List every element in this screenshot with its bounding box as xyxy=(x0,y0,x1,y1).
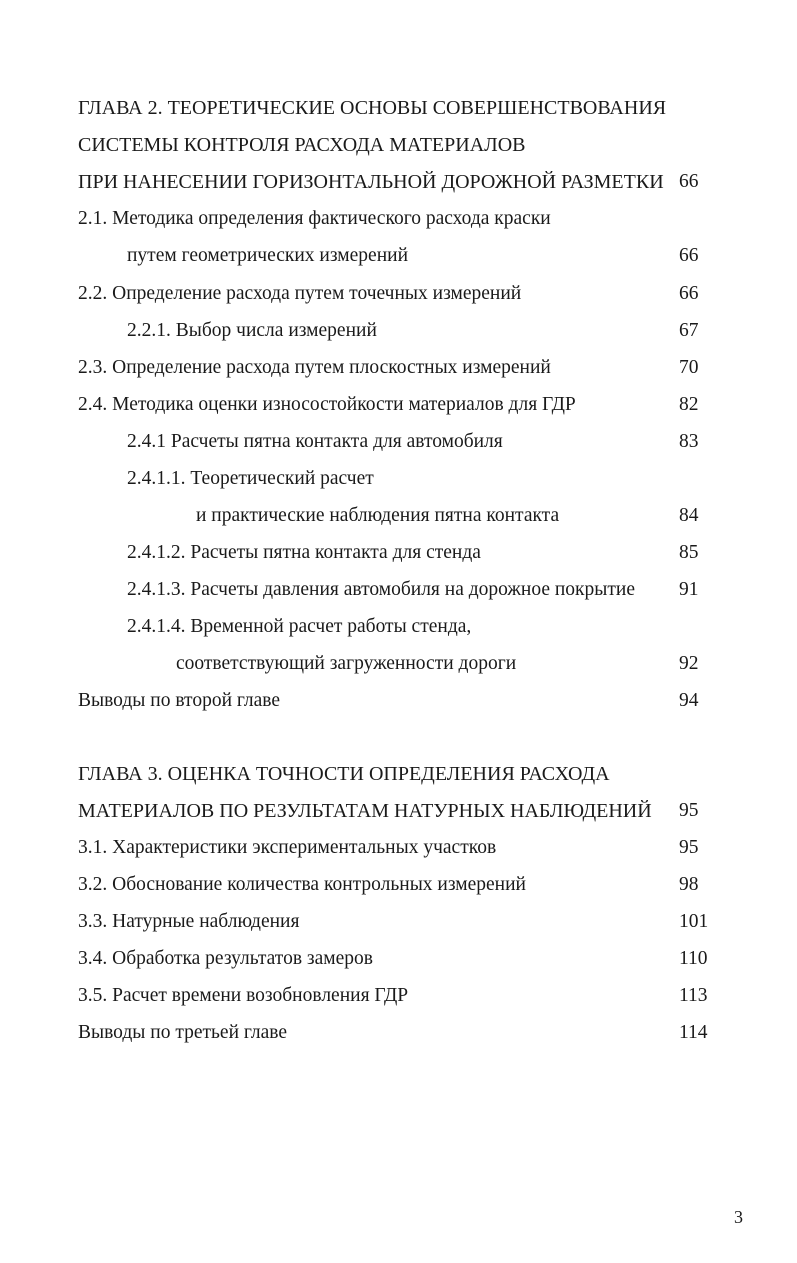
toc-entry-page: 70 xyxy=(679,357,699,378)
toc-entry-page: 95 xyxy=(679,837,699,858)
toc-entry-page: 66 xyxy=(679,245,699,266)
toc-entry-page: 82 xyxy=(679,394,699,415)
toc-entry-2-4-1-4-cont: соответствующий загруженности дороги xyxy=(176,653,517,674)
toc-entry-page: 114 xyxy=(679,1022,708,1043)
toc-entry-2-4: 2.4. Методика оценки износостойкости материалов для ГДР xyxy=(78,394,576,415)
chapter3-title-line2: МАТЕРИАЛОВ ПО РЕЗУЛЬТАТАМ НАТУРНЫХ НАБЛЮДЕНИЙ xyxy=(78,800,652,822)
toc-entry-2-1-cont: путем геометрических измерений xyxy=(127,245,408,266)
toc-entry-page: 110 xyxy=(679,948,708,969)
toc-entry-page: 91 xyxy=(679,579,699,600)
toc-entry-chapter2-conclusions: Выводы по второй главе xyxy=(78,690,281,711)
toc-entry-2-4-1-1: 2.4.1.1. Теоретический расчет xyxy=(127,468,374,489)
page-number: 3 xyxy=(734,1207,743,1227)
toc-entry-page: 84 xyxy=(679,505,699,526)
toc-entry-3-1: 3.1. Характеристики экспериментальных участков xyxy=(78,837,497,858)
toc-entry-page: 66 xyxy=(679,283,699,304)
toc-entry-3-2: 3.2. Обоснование количества контрольных измерений xyxy=(78,874,526,895)
toc-entry-2-4-1-3: 2.4.1.3. Расчеты давления автомобиля на дорожное покрытие xyxy=(127,579,635,600)
chapter3-page: 95 xyxy=(679,800,699,821)
chapter2-page: 66 xyxy=(679,171,699,192)
toc-entry-2-4-1-4: 2.4.1.4. Временной расчет работы стенда, xyxy=(127,616,472,637)
toc-entry-3-5: 3.5. Расчет времени возобновления ГДР xyxy=(78,985,409,1006)
toc-entry-chapter3-conclusions: Выводы по третьей главе xyxy=(78,1022,288,1043)
toc-entry-2-2-1: 2.2.1. Выбор числа измерений xyxy=(127,320,377,341)
toc-entry-page: 101 xyxy=(679,911,709,932)
chapter2-title-line2: СИСТЕМЫ КОНТРОЛЯ РАСХОДА МАТЕРИАЛОВ xyxy=(78,134,526,156)
toc-entry-3-3: 3.3. Натурные наблюдения xyxy=(78,911,300,932)
chapter2-title-line3: ПРИ НАНЕСЕНИИ ГОРИЗОНТАЛЬНОЙ ДОРОЖНОЙ РАЗМЕТКИ xyxy=(78,171,664,193)
toc-entry-page: 67 xyxy=(679,320,699,341)
toc-entry-2-2: 2.2. Определение расхода путем точечных измерений xyxy=(78,283,522,304)
toc-entry-page: 113 xyxy=(679,985,708,1006)
toc-entry-2-4-1-1-cont: и практические наблюдения пятна контакта xyxy=(196,505,560,526)
toc-entry-2-3: 2.3. Определение расхода путем плоскостных измерений xyxy=(78,357,551,378)
toc-entry-page: 94 xyxy=(679,690,699,711)
toc-entry-3-4: 3.4. Обработка результатов замеров xyxy=(78,948,373,969)
chapter3-title-line1: ГЛАВА 3. ОЦЕНКА ТОЧНОСТИ ОПРЕДЕЛЕНИЯ РАСХОДА xyxy=(78,763,610,785)
chapter2-title-line1: ГЛАВА 2. ТЕОРЕТИЧЕСКИЕ ОСНОВЫ СОВЕРШЕНСТВОВАНИЯ xyxy=(78,97,667,119)
toc-entry-page: 98 xyxy=(679,874,699,895)
toc-entry-2-4-1-2: 2.4.1.2. Расчеты пятна контакта для стенда xyxy=(127,542,481,563)
toc-entry-page: 92 xyxy=(679,653,699,674)
toc-entry-page: 83 xyxy=(679,431,699,452)
toc-entry-2-4-1: 2.4.1 Расчеты пятна контакта для автомобиля xyxy=(127,431,503,452)
toc-entry-2-1: 2.1. Методика определения фактического расхода краски xyxy=(78,208,551,229)
toc-entry-page: 85 xyxy=(679,542,699,563)
